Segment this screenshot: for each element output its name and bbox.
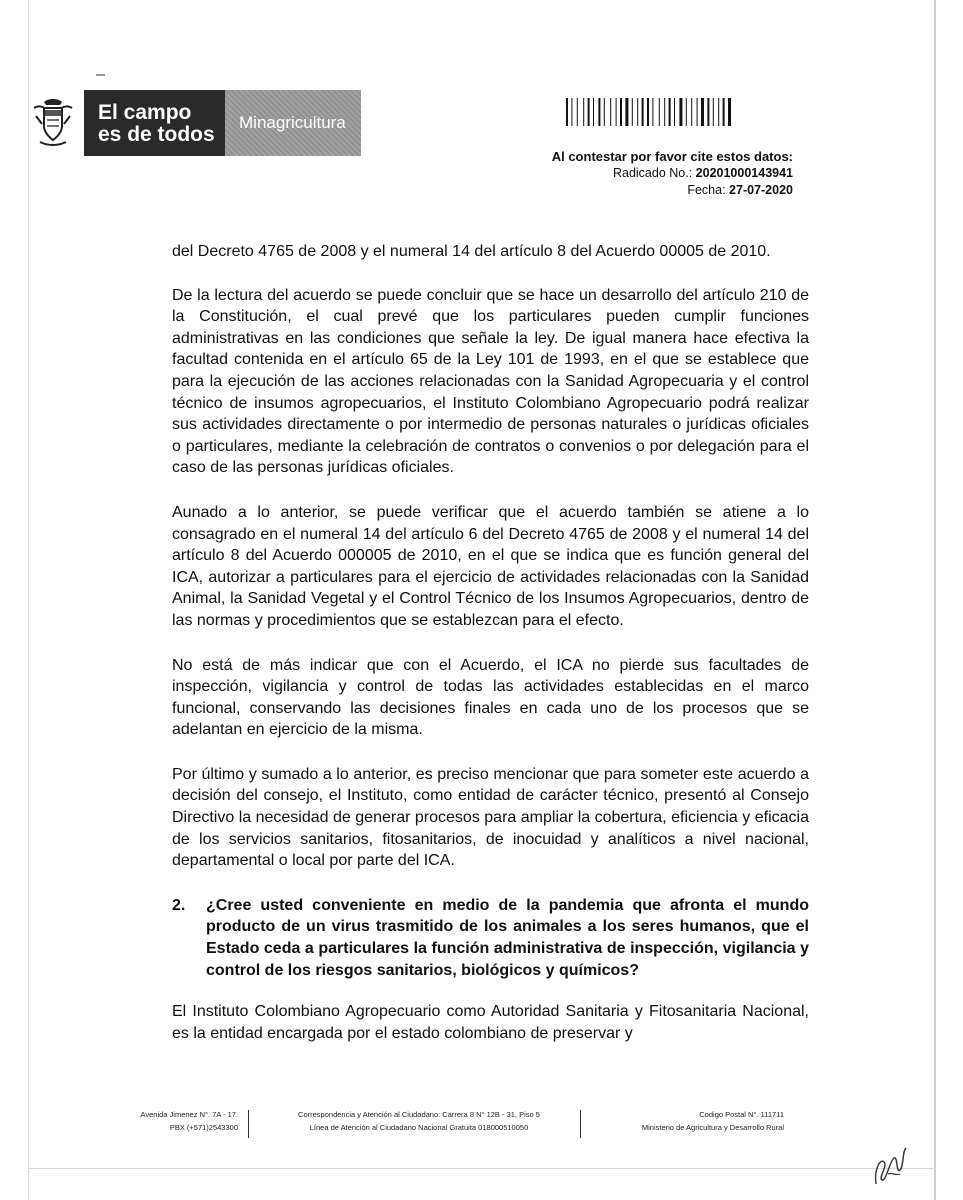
page-edge-bottom [28,1168,935,1169]
slogan-line-1: El campo [98,101,192,124]
barcode-bar [571,98,572,126]
footer-ministry: Ministerio de Agricultura y Desarrollo Rural [641,1123,784,1132]
page-edge-right [934,0,936,1200]
slogan-line-2: es de todos [98,123,215,146]
barcode-bar [707,98,709,126]
barcode-bar [566,98,568,126]
barcode-bar [669,98,671,126]
barcode-bar [604,98,605,126]
barcode-bar [686,98,687,126]
footer-divider [248,1110,249,1138]
barcode-bar [632,98,633,126]
ministry-logo [84,90,361,156]
footer-address: Avenida Jimenez N°. 7A - 17. [140,1110,238,1119]
fecha-row [520,182,793,199]
barcode-bar [610,98,611,126]
paragraph-2: De la lectura del acuerdo se puede concluir que se hace un desarrollo del artículo 210 de la Constitución, el cual prevé que los particulares pueden cumplir funciones administrativas en las condiciones que señale la ley. De igual manera hace efectiva la facultad contenida en el artículo 65 de la Ley 101 de 1993, en el que se establece que para la ejecución de las acciones relacionadas con la Sanidad Agropecuaria y el control técnico de insumos agropecuarios, el Instituto Colombiano Agropecuario podrá realizar sus actividades directamente o por intermedio de personas naturales o jurídicas oficiales o particulares, mediante la celebración de contratos o convenios o por delegación para el caso de las personas jurídicas oficiales. [172,286,809,477]
barcode-bar [625,98,628,126]
barcode-bar [598,98,600,126]
footer-postal-col [584,1108,784,1134]
barcode-bar [691,98,692,126]
barcode-bar [593,98,594,126]
barcode-bar [659,98,660,126]
barcode-bar [577,98,578,126]
paragraph-6: El Instituto Colombiano Agropecuario como Autoridad Sanitaria y Fitosanitaria Nacional, es la entidad encargada por el estado colombiano de preservar y [172,1003,809,1042]
scan-mark [96,74,105,76]
barcode-bar [620,98,622,126]
letter-footer [90,1108,790,1142]
barcode-bar [616,98,617,126]
paragraph-1: del Decreto 4765 de 2008 y el numeral 14 del artículo 8 del Acuerdo 00005 de 2010. [172,243,771,260]
citation-title: Al contestar por favor cite estos datos: [551,149,793,164]
barcode-bar [637,98,638,126]
radicado-label: Radicado No.: [612,166,693,180]
barcode-bar [723,98,725,126]
question-text: ¿Cree usted conveniente en medio de la pandemia que afronta el mundo producto de un virus trasmitido de los animales a los seres humanos, que el Estado ceda a particulares la función administrativa de inspección, vigilancia y control de los riesgos sanitarios, biológicos y químicos? [206,896,809,979]
barcode-bar [652,98,653,126]
slogan-block [84,90,225,156]
footer-pbx: PBX (+571)2543300 [169,1123,238,1132]
letter-body [172,241,809,1067]
barcode-icon [566,98,792,126]
fecha-label: Fecha: [687,183,726,197]
coat-of-arms-icon [30,96,76,148]
barcode-bar [588,98,590,126]
paragraph-5: Por último y sumado a lo anterior, es preciso mencionar que para someter este acuerdo a decisión del consejo, el Instituto, como entidad de carácter técnico, presentó al Consejo Directivo la necesidad de generar procesos para ampliar la cobertura, eficiencia y eficacia de los servicios sanitarios, fitosanitarios, de inocuidad y analíticos a nivel nacional, departamental o local por parte del ICA. [172,765,809,870]
paragraph-4: No está de más indicar que con el Acuerdo, el ICA no pierde sus facultades de inspección, vigilancia y control de todas las actividades establecidas en el marco funcional, conservando las decisiones finales en cada uno de los procesos que se adelantan en ejercicio de la misma. [172,656,809,739]
fecha-value: 27-07-2020 [729,183,793,197]
handwritten-initials [870,1140,912,1192]
barcode-bar [679,98,682,126]
barcode-bar [701,98,704,126]
paragraph-3: Aunado a lo anterior, se puede verificar que el acuerdo también se atiene a lo consagrado en el numeral 14 del artículo 6 del Decreto 4765 de 2008 y el numeral 14 del artículo 8 del Acuerdo 000005 de 2010, en el que se indica que es función general del ICA, autorizar a particulares para el ejercicio de actividades relacionadas con la Sanidad Animal, la Sanidad Vegetal y el Control Técnico de los Insumos Agropecuarios, dentro de las normas y procedimientos que se establezcan para el efecto. [172,503,809,629]
barcode-bar [642,98,644,126]
barcode-bar [718,98,719,126]
footer-contact-col [258,1108,580,1134]
question-number: 2. [172,896,186,914]
barcode-bar [697,98,698,126]
barcode-bar [583,98,584,126]
citation-block [520,148,793,199]
barcode-bar [664,98,665,126]
footer-postal: Codigo Postal N°. 111711 [699,1110,784,1119]
footer-correspondence: Correspondencia y Atención al Ciudadano: Carrera 8 N° 12B - 31, Piso 5 [298,1110,540,1119]
barcode-bar [647,98,649,126]
page-edge-left [28,0,29,1200]
radicado-value: 20201000143941 [695,166,793,180]
question-2 [172,895,809,981]
barcode-bar [674,98,675,126]
barcode-bar [713,98,714,126]
footer-address-col [90,1108,238,1134]
footer-divider [580,1110,581,1138]
ministry-name: Minagricultura [225,90,361,156]
radicado-row [520,165,793,182]
barcode-bar [728,98,731,126]
footer-hotline: Línea de Atención al Ciudadano Nacional Gratuita 018000510050 [309,1123,529,1132]
